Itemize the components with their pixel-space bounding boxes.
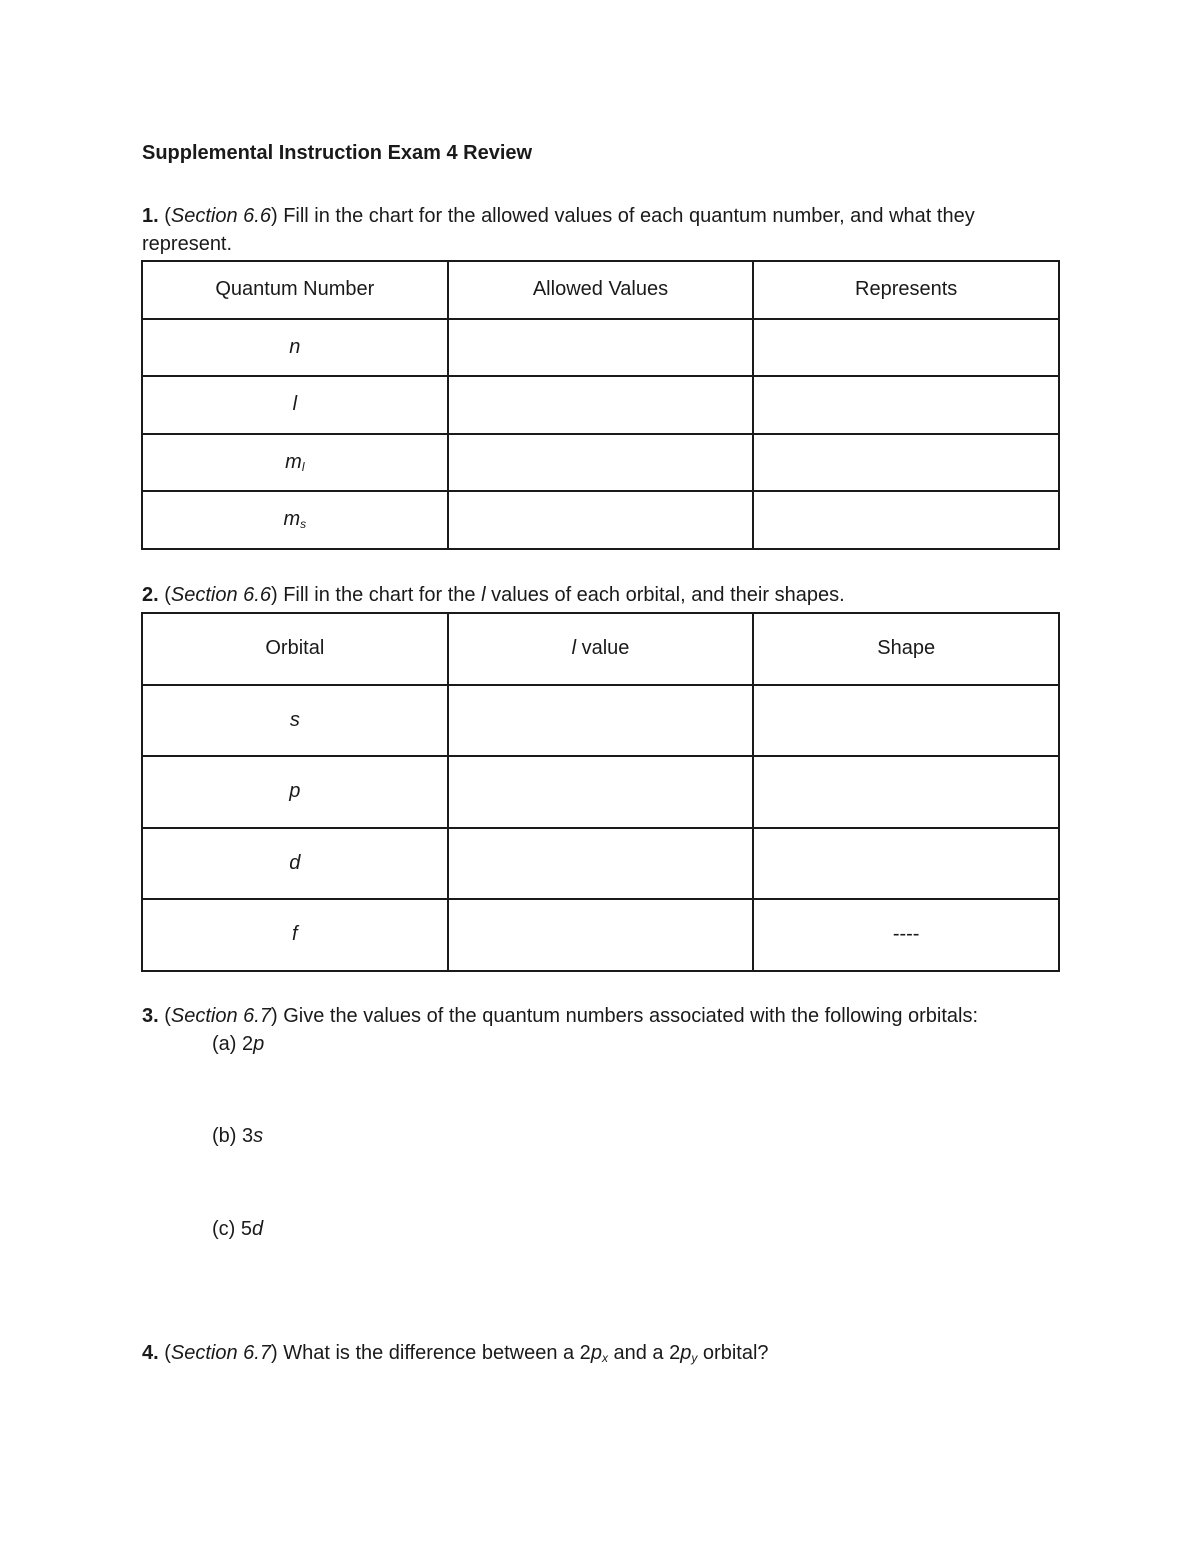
orbital-letter: s xyxy=(253,1125,264,1147)
symbol xyxy=(283,508,306,530)
answer-cell[interactable] xyxy=(448,319,754,377)
l-symbol: l xyxy=(481,584,486,606)
header-orbital: Orbital xyxy=(142,613,448,685)
orbital-letter: d xyxy=(252,1218,264,1240)
answer-cell[interactable] xyxy=(753,376,1059,434)
symbol-main: m xyxy=(283,508,301,531)
answer-cell[interactable] xyxy=(753,491,1059,549)
orbital-symbol xyxy=(142,756,448,828)
section-ref: Section 6.6 xyxy=(170,205,271,227)
symbol: l xyxy=(292,393,298,416)
header-represents: Represents xyxy=(753,261,1059,319)
part-c xyxy=(212,1218,263,1241)
question-text: ) Give the values of the quantum numbers associated with the following orbitals: xyxy=(270,1005,979,1027)
header-shape: Shape xyxy=(753,613,1059,685)
orbital-subscript: y xyxy=(691,1351,698,1365)
quantum-symbol xyxy=(142,434,448,492)
header-text: value xyxy=(581,637,630,660)
question-number: 4. xyxy=(142,1342,159,1364)
header-quantum-number: Quantum Number xyxy=(142,261,448,319)
answer-cell[interactable] xyxy=(448,376,754,434)
answer-cell[interactable] xyxy=(753,434,1059,492)
header-l-value xyxy=(448,613,754,685)
symbol: d xyxy=(289,851,301,874)
table-row xyxy=(142,685,1059,757)
quantum-symbol xyxy=(142,376,448,434)
question-text: values of each orbital, and their shapes. xyxy=(485,584,845,606)
symbol-main: m xyxy=(285,450,302,473)
orbital-symbol xyxy=(142,685,448,757)
answer-cell[interactable] xyxy=(448,899,754,971)
section-ref: Section 6.6 xyxy=(170,584,271,606)
table-row xyxy=(142,434,1059,492)
orbital-symbol xyxy=(142,828,448,900)
orbital-symbol xyxy=(142,899,448,971)
answer-cell[interactable] xyxy=(448,756,754,828)
orbital-letter: p xyxy=(680,1342,692,1364)
symbol: n xyxy=(289,335,301,358)
part-label: (a) 2 xyxy=(212,1033,254,1055)
question-text: and a 2 xyxy=(607,1342,681,1364)
table-row xyxy=(142,319,1059,377)
shape-placeholder: ---- xyxy=(753,899,1059,971)
question-text: orbital? xyxy=(697,1342,769,1364)
question-1 xyxy=(142,202,1062,258)
paren: ( xyxy=(158,1342,171,1364)
part-label: (b) 3 xyxy=(212,1125,254,1147)
question-number: 3. xyxy=(142,1005,159,1027)
question-text: ) Fill in the chart for the allowed values of each quantum number, and what they represent. xyxy=(142,205,975,255)
question-2 xyxy=(142,581,1062,609)
answer-cell[interactable] xyxy=(448,685,754,757)
answer-cell[interactable] xyxy=(448,828,754,900)
table-row xyxy=(142,899,1059,971)
answer-cell[interactable] xyxy=(753,756,1059,828)
question-4 xyxy=(142,1339,1062,1367)
orbital-subscript: x xyxy=(601,1351,608,1365)
quantum-number-table xyxy=(141,260,1060,550)
part-b xyxy=(212,1125,263,1148)
answer-cell[interactable] xyxy=(448,491,754,549)
table-header-row xyxy=(142,613,1059,685)
part-a xyxy=(212,1033,264,1056)
answer-cell[interactable] xyxy=(448,434,754,492)
table-row xyxy=(142,756,1059,828)
symbol-sub: l xyxy=(301,459,305,474)
table-header-row xyxy=(142,261,1059,319)
orbital-letter: p xyxy=(253,1033,265,1055)
orbital-table xyxy=(141,612,1060,972)
paren: ( xyxy=(158,584,171,606)
symbol: p xyxy=(289,780,301,803)
symbol xyxy=(285,451,304,473)
symbol-sub: s xyxy=(300,517,307,532)
paren: ( xyxy=(158,1005,171,1027)
symbol: s xyxy=(289,708,300,731)
answer-cell[interactable] xyxy=(753,828,1059,900)
page-title: Supplemental Instruction Exam 4 Review xyxy=(142,142,533,164)
quantum-symbol xyxy=(142,319,448,377)
table-row xyxy=(142,491,1059,549)
section-ref: Section 6.7 xyxy=(170,1342,271,1364)
symbol: f xyxy=(292,923,298,946)
paren: ( xyxy=(158,205,171,227)
question-text: ) Fill in the chart for the xyxy=(270,584,482,606)
header-allowed-values: Allowed Values xyxy=(448,261,754,319)
answer-cell[interactable] xyxy=(753,685,1059,757)
quantum-symbol xyxy=(142,491,448,549)
question-number: 2. xyxy=(142,584,159,606)
table-row xyxy=(142,828,1059,900)
question-text: ) What is the difference between a 2 xyxy=(270,1342,591,1364)
question-3 xyxy=(142,1002,1062,1030)
section-ref: Section 6.7 xyxy=(170,1005,271,1027)
orbital-letter: p xyxy=(590,1342,602,1364)
question-number: 1. xyxy=(142,205,159,227)
answer-cell[interactable] xyxy=(753,319,1059,377)
l-symbol: l xyxy=(571,637,577,660)
part-label: (c) 5 xyxy=(212,1218,252,1240)
table-row xyxy=(142,376,1059,434)
